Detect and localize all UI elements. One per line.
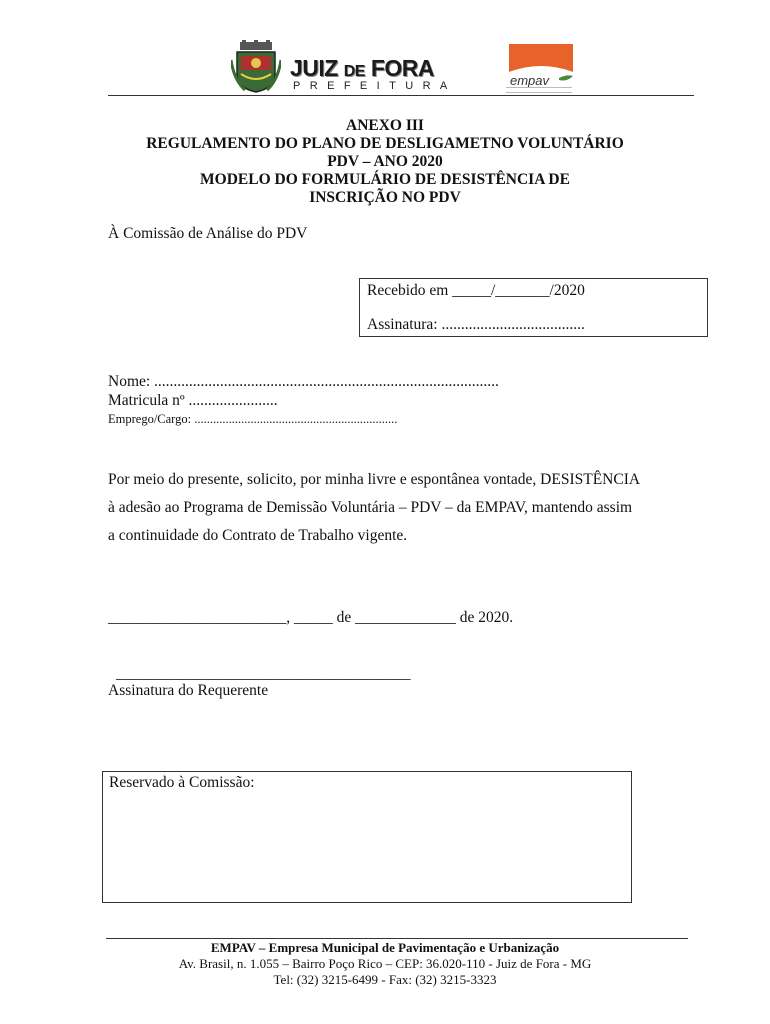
form-model-title-cont: INSCRIÇÃO NO PDV: [309, 189, 461, 206]
signature-line: ______________________________________: [116, 665, 411, 682]
commission-box-label: Reservado à Comissão:: [109, 774, 255, 791]
body-paragraph-line-1: Por meio do presente, solicito, por minha livre e espontânea vontade, DESISTÊNCIA: [108, 471, 641, 488]
header-divider: [108, 95, 694, 96]
prefeitura-logo-subtitle: PREFEITURA: [293, 80, 457, 92]
footer-phone: Tel: (32) 3215-6499 - Fax: (32) 3215-3323: [273, 972, 497, 987]
addressee: À Comissão de Análise do PDV: [108, 225, 308, 242]
date-line: _______________________, _____ de _____________ de 2020.: [108, 609, 514, 626]
prefeitura-logo-wordmark: JUIZ DE FORA: [290, 55, 435, 81]
form-model-title: MODELO DO FORMULÁRIO DE DESISTÊNCIA DE: [200, 171, 570, 188]
received-signature-field: Assinatura: .....................................: [367, 316, 585, 333]
footer-company: EMPAV – Empresa Municipal de Pavimentação e Urbanização: [210, 940, 560, 955]
registration-field: Matricula nº .......................: [108, 392, 278, 409]
body-paragraph-line-2: à adesão ao Programa de Demissão Voluntária – PDV – da EMPAV, mantendo assim: [108, 499, 633, 516]
body-paragraph-line-3: a continuidade do Contrato de Trabalho vigente.: [108, 527, 408, 544]
juiz-de-fora-coat-of-arms-logo: [231, 40, 281, 94]
signature-label: Assinatura do Requerente: [108, 682, 269, 699]
footer-divider: [106, 938, 688, 939]
empav-logo: [505, 42, 577, 92]
regulation-title: REGULAMENTO DO PLANO DE DESLIGAMETNO VOLUNTÁRIO: [146, 135, 624, 152]
name-field: Nome: .........................................................................................: [108, 373, 499, 390]
job-field: Emprego/Cargo: .................................................................: [108, 412, 398, 426]
empav-logo-text: empav: [510, 73, 550, 88]
pdv-year-title: PDV – ANO 2020: [327, 153, 443, 170]
empav-logo-tagline: [506, 87, 572, 93]
annex-title: ANEXO III: [346, 117, 424, 134]
received-date-field: Recebido em _____/_______/2020: [367, 282, 585, 299]
footer-address: Av. Brasil, n. 1.055 – Bairro Poço Rico – CEP: 36.020-110 - Juiz de Fora - MG: [178, 956, 592, 971]
